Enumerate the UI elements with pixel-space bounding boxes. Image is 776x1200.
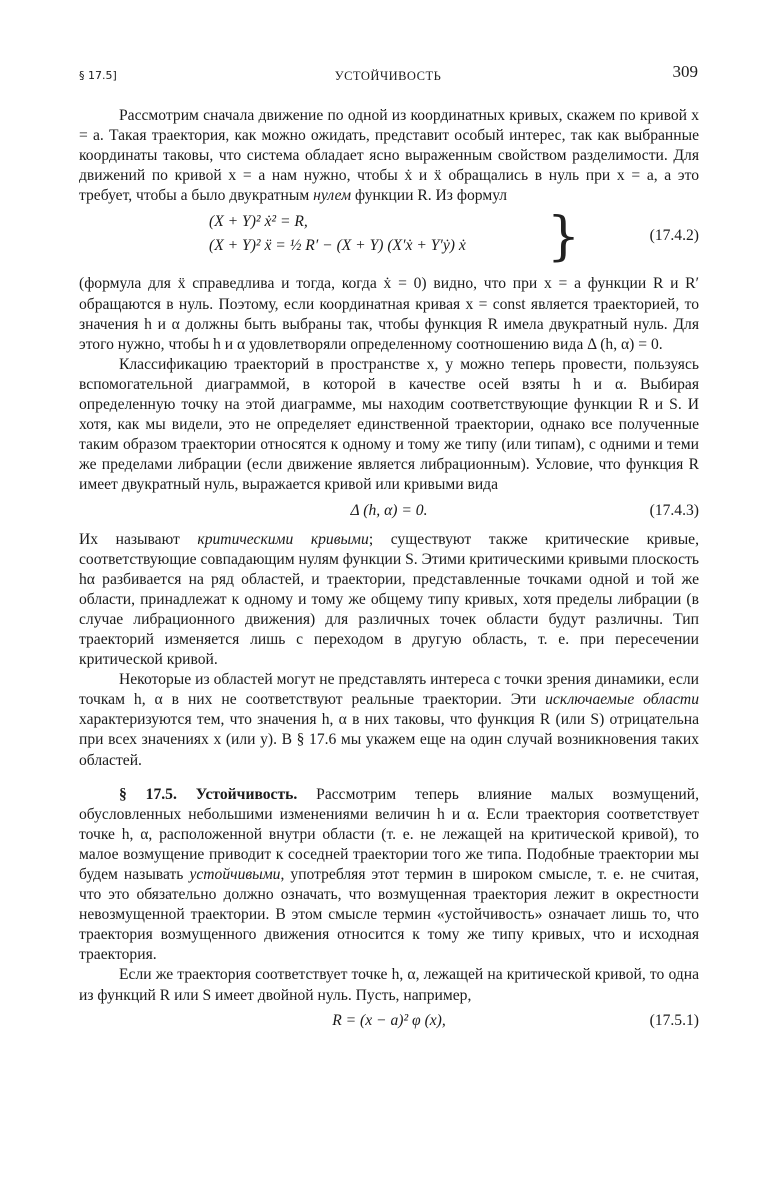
section-heading: § 17.5. Устойчивость. <box>119 785 298 803</box>
equation-17-5-1-formula: R = (x − a)² φ (x), <box>332 1011 446 1029</box>
paragraph-6-emphasis: устойчивыми <box>189 866 281 883</box>
equation-17-5-1 <box>79 1011 699 1035</box>
equation-number: (17.5.1) <box>649 1011 699 1029</box>
paragraph-1-text: Рассмотрим сначала движение по одной из координатных кривых, скажем по кривой x = a. Такая траектория, как можно ожидать, представит особый интерес, так как выбранные координаты таковы, что система обладает ясно выраженным свойством разделимости. Для движений по кривой x = a нам нужно, чтобы ẋ и ẍ обращались в нуль при x = a, а это требует, чтобы a было двукратным <box>79 107 699 205</box>
running-head-section: § 17.5] <box>79 69 117 82</box>
paragraph-3: Классификацию траекторий в пространстве x, y можно теперь провести, пользуясь вспомогательной диаграммой, в которой в качестве осей взяты h и α. Выбирая определенную точку на этой диаграмме, мы находим соответствующие функции R и S. И хотя, как мы видели, это не определяет единственной траектории, однако все полученные таким образом траектории относятся к одному и тому же типу (или типам), с одними и теми же пределами либрации (если движение является либрационным). Условие, что функция R имеет двукратный нуль, выражается кривой или кривыми вида <box>79 355 699 494</box>
paragraph-6-end: , употребляя этот термин в широком смысле, т. е. не считая, что это обязательно должно означать, что возмущенная траектория лежит в окрестности невозмущенной траектории. В этом смысле термин «устойчивость» означает лишь то, что траектория возмущенного движения относится к тому же типу кривых, что и исходная траектория. <box>79 866 700 964</box>
equation-17-4-2-line-1: (X + Y)² ẋ² = R, <box>209 213 308 231</box>
paragraph-4-start: Их называют <box>79 530 180 548</box>
paragraph-5-end: характеризуются тем, что значения h, α в них таковы, что функция R (или S) отрицательна при всех значениях x (или y). В § 17.6 мы укажем еще на один случай возникновения таких областей. <box>79 711 699 769</box>
paragraph-4-end: ; существуют также критические кривые, соответствующие совпадающим нулям функции S. Этими критическими кривыми плоскость hα разбивается на ряд областей, и траектории, представленные точками одной и той же области, принадлежат к одному и тому же общему типу кривых, хотя пределы либрации (в случае либрационного движения) для различных точек области будут различны. Тип траекторий изменяется лишь с переходом в другую область, т. е. при пересечении критической кривой. <box>79 530 699 669</box>
equation-number: (17.4.3) <box>649 501 699 519</box>
equation-17-4-2 <box>79 207 699 268</box>
equation-17-4-3-formula: Δ (h, α) = 0. <box>350 501 428 519</box>
paragraph-2: (формула для ẍ справедлива и тогда, когда ẋ = 0) видно, что при x = a функции R и R′ обращаются в нуль. Поэтому, если координатная кривая x = const является траекторией, то значения h и α должны быть выбраны так, чтобы функция R имела двукратный нуль. Для этого нужно, чтобы h и α удовлетворяли определенному соотношению вида Δ (h, α) = 0. <box>79 275 699 353</box>
paragraph-1-end: функции R. Из формул <box>354 187 508 205</box>
section-17-5-paragraph <box>79 785 699 966</box>
equation-17-4-2-line-2: (X + Y)² ẍ = ½ R′ − (X + Y) (X′ẋ + Y′ẏ) ẋ <box>209 237 466 255</box>
paragraph-1 <box>79 106 699 206</box>
paragraph-5-emphasis: исключаемые области <box>545 691 699 709</box>
paragraph-6-start: Рассмотрим теперь влияние малых возмущений, обусловленных небольшими изменениями величин h и α. Если траектория соответствует точке h, α, расположенной внутри области (т. е. не лежащей на критической кривой), то малое возмущение приводит к соседней траектории того же типа. Подобные траектории мы будем называть <box>79 785 699 883</box>
paragraph-1-emphasis: нулем <box>313 187 352 205</box>
equation-17-4-3 <box>79 501 699 525</box>
page-number: 309 <box>672 62 698 81</box>
section-gap <box>79 771 699 785</box>
running-head-title: УСТОЙЧИВОСТЬ <box>334 69 442 83</box>
page-body <box>79 106 699 1040</box>
paragraph-5-start: Некоторые из областей могут не представлять интереса с точки зрения динамики, если точкам h, α в них не соответствуют реальные траектории. Эти <box>79 671 699 709</box>
paragraph-7: Если же траектория соответствует точке h, α, лежащей на критической кривой, то одна из функций R или S имеет двойной нуль. Пусть, например, <box>79 966 699 1004</box>
equation-number: (17.4.2) <box>649 227 699 245</box>
paragraph-4 <box>79 530 699 671</box>
right-brace-icon: } <box>547 207 581 268</box>
paragraph-5 <box>79 670 699 770</box>
paragraph-4-emphasis: критическими кривыми <box>197 530 369 548</box>
